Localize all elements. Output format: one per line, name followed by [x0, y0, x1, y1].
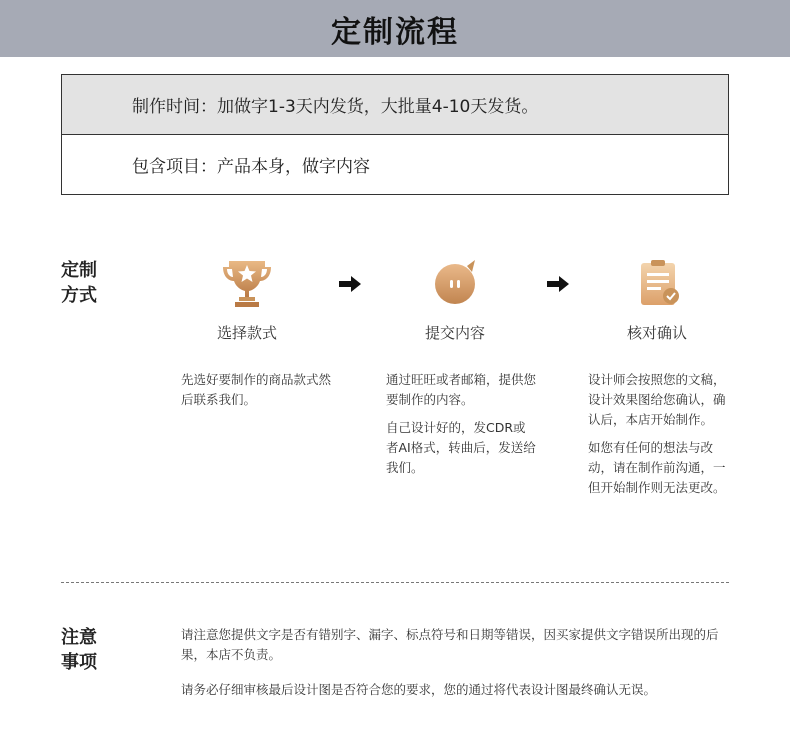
step-title-select-style: 选择款式 — [216, 324, 277, 342]
custom-method-label: 定制 方式 — [61, 260, 97, 306]
step-desc-confirm: 设计师会按照您的文稿，设计效果图给您确认，确认后，本店开始制作。 如您有任何的想法与改动，请在制作前沟通，一但开始制作则无法更改。 — [588, 372, 726, 495]
arrow-right-icon — [547, 276, 569, 292]
dashed-divider — [61, 582, 729, 583]
chat-bubble-icon — [427, 256, 483, 312]
step-title-confirm: 核对确认 — [626, 324, 687, 342]
notes-label: 注意 事项 — [61, 627, 97, 673]
info-box — [61, 74, 729, 195]
note-text-2: 请务必仔细审核最后设计图是否符合您的要求，您的通过将代表设计图最终确认无误。 — [181, 682, 657, 697]
production-time-row: 制作时间：加做字1-3天内发货，大批量4-10天发货。 — [62, 75, 728, 135]
included-items-row: 包含项目：产品本身，做字内容 — [132, 157, 370, 177]
page-title: 定制流程 — [331, 14, 459, 50]
checklist-icon — [631, 255, 687, 311]
step-title-submit-content: 提交内容 — [424, 324, 485, 342]
note-text-1: 请注意您提供文字是否有错别字、漏字、标点符号和日期等错误，因买家提供文字错误所出现的后果，本店不负责。 — [181, 627, 719, 662]
page-header — [0, 0, 790, 57]
trophy-icon — [219, 255, 275, 311]
arrow-right-icon — [339, 276, 361, 292]
step-desc-submit-content: 通过旺旺或者邮箱，提供您要制作的内容。 自己设计好的，发CDR或者AI格式，转曲后，发送给我们。 — [386, 372, 537, 475]
step-desc-select-style: 先选好要制作的商品款式然后联系我们。 — [181, 372, 332, 407]
